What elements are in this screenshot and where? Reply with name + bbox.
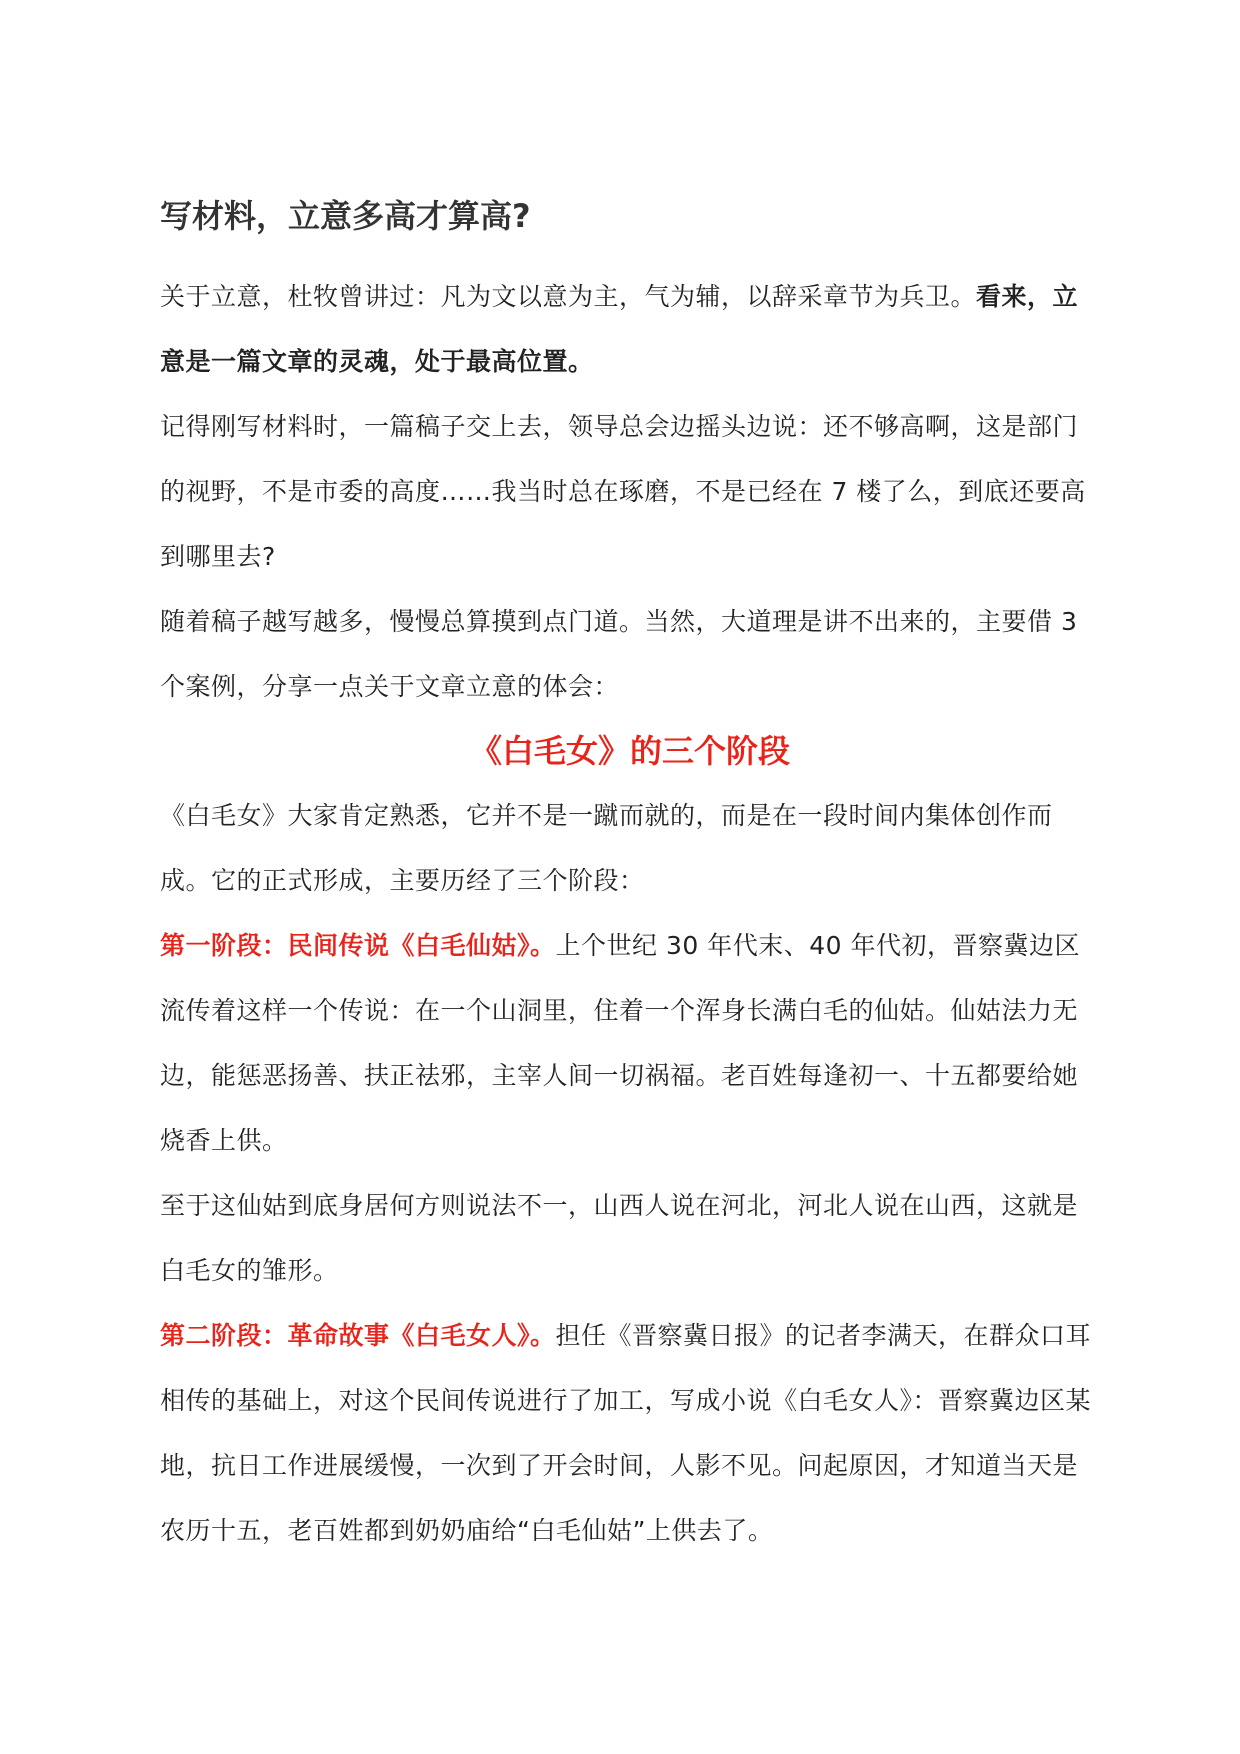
paragraph-intro xyxy=(160,264,1100,394)
document-page xyxy=(160,196,1100,1563)
stage-two-text: 担任《晋察冀日报》的记者李满天，在群众口耳相传的基础上，对这个民间传说进行了加工，写成小说《白毛女人》：晋察冀边区某地，抗日工作进展缓慢，一次到了开会时间，人影不见。问起原因，才知道当天是农历十五，老百姓都到奶奶庙给“白毛仙姑”上供去了。 xyxy=(160,1321,1092,1545)
paragraph-experience: 随着稿子越写越多，慢慢总算摸到点门道。当然，大道理是讲不出来的，主要借 3 个案例，分享一点关于文章立意的体会： xyxy=(160,607,1078,701)
document-title: 写材料，立意多高才算高? xyxy=(160,197,531,235)
paragraph-intro-text: 关于立意，杜牧曾讲过：凡为文以意为主，气为辅，以辞采章节为兵卫。 xyxy=(160,282,977,311)
paragraph-intro-emphasis: 看来，立意是一篇文章的灵魂，处于最高位置。 xyxy=(160,282,1079,376)
paragraph-stage-two xyxy=(160,1303,1100,1563)
paragraph-origin: 至于这仙姑到底身居何方则说法不一，山西人说在河北，河北人说在山西，这就是白毛女的雏形。 xyxy=(160,1191,1079,1285)
stage-two-label: 第二阶段：革命故事《白毛女人》。 xyxy=(160,1321,556,1350)
section-title: 《白毛女》的三个阶段 xyxy=(469,732,790,770)
stage-one-label: 第一阶段：民间传说《白毛仙姑》。 xyxy=(160,931,556,960)
paragraph-stage-one xyxy=(160,913,1100,1173)
paragraph-memory: 记得刚写材料时，一篇稿子交上去，领导总会边摇头边说：还不够高啊，这是部门的视野，不是市委的高度……我当时总在琢磨，不是已经在 7 楼了么，到底还要高到哪里去? xyxy=(160,412,1086,571)
stage-one-text: 上个世纪 30 年代末、40 年代初，晋察冀边区流传着这样一个传说：在一个山洞里，住着一个浑身长满白毛的仙姑。仙姑法力无边，能惩恶扬善、扶正祛邪，主宰人间一切祸福。老百姓每逢初一、十五都要给她烧香上供。 xyxy=(160,931,1080,1155)
paragraph-overview: 《白毛女》大家肯定熟悉，它并不是一蹴而就的，而是在一段时间内集体创作而成。它的正式形成，主要历经了三个阶段： xyxy=(160,801,1053,895)
